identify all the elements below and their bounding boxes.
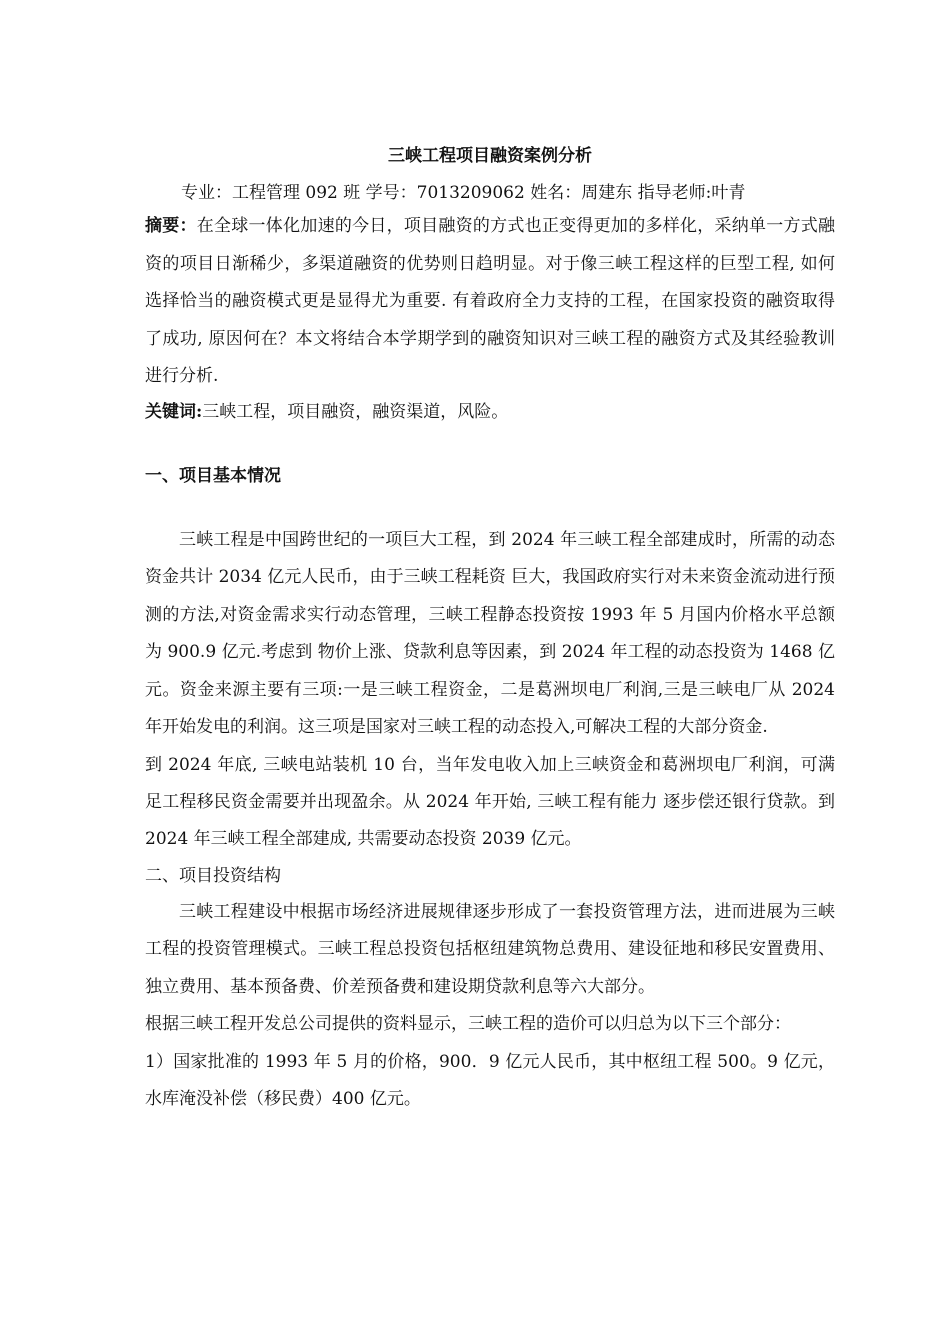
- section2-heading: 二、项目投资结构: [145, 865, 281, 886]
- keywords-text: 三峡工程，项目融资，融资渠道，风险。: [202, 401, 509, 422]
- keywords-label: 关键词:: [145, 401, 203, 422]
- abstract-label: 摘要：: [145, 216, 197, 236]
- abstract-text: 在全球一体化加速的今日，项目融资的方式也正变得更加的多样化，采纳单一方式融资的项目日渐稀少，多渠道融资的优势则日趋明显。对于像三峡工程这样的巨型工程, 如何选择恰当的融资模式更是显得尤为重要. 有着政府全力支持的工程，在国家投资的融资取得了成功, 原因何在？本文将结合本学期学到的融资知识对三峡工程的融资方式及其经验教训进行分析.: [145, 216, 836, 386]
- section2-paragraph-2: 根据三峡工程开发总公司提供的资料显示，三峡工程的造价可以归总为以下三个部分：: [145, 1014, 791, 1034]
- keywords-paragraph: [145, 396, 835, 428]
- document-page: [145, 140, 835, 1119]
- section1-paragraph-1: 三峡工程是中国跨世纪的一项巨大工程，到 2024 年三峡工程全部建成时，所需的动态资金共计 2034 亿元人民币，由于三峡工程耗资 巨大，我国政府实行对未来资金流动进行预测的方法,对资金需求实行动态管理，三峡工程静态投资按 1993 年 5 月国内价格水平总额为 900.9 亿元.考虑到 物价上涨、贷款利息等因素，到 2024 年工程的动态投资为 1468 亿元。资金来源主要有三项:一是三峡工程资金，二是葛洲坝电厂利润,三是三峡电厂从 2024 年开始发电的利润。这三项是国家对三峡工程的动态投入,可解决工程的大部分资金.: [145, 529, 835, 737]
- document-title: 三峡工程项目融资案例分析: [388, 146, 592, 166]
- abstract-paragraph: [145, 208, 835, 396]
- author-meta-line: 专业：工程管理 092 班 学号：7013209062 姓名：周建东 指导老师:叶青: [181, 183, 746, 203]
- section1-heading: 一、项目基本情况: [145, 465, 281, 486]
- section2-paragraph-1: 三峡工程建设中根据市场经济进展规律逐步形成了一套投资管理方法，进而进展为三峡工程的投资管理模式。三峡工程总投资包括枢纽建筑物总费用、建设征地和移民安置费用、独立费用、基本预备费、价差预备费和建设期贷款利息等六大部分。: [145, 901, 835, 997]
- section2-paragraph-3: 1）国家批准的 1993 年 5 月的价格，900．9 亿元人民币，其中枢纽工程 500。9 亿元，水库淹没补偿（移民费）400 亿元。: [145, 1051, 835, 1109]
- section1-paragraph-2: 到 2024 年底, 三峡电站装机 10 台，当年发电收入加上三峡资金和葛洲坝电厂利润，可满足工程移民资金需要并出现盈余。从 2024 年开始, 三峡工程有能力 逐步偿还银行贷款。到 2024 年三峡工程全部建成, 共需要动态投资 2039 亿元。: [145, 754, 835, 849]
